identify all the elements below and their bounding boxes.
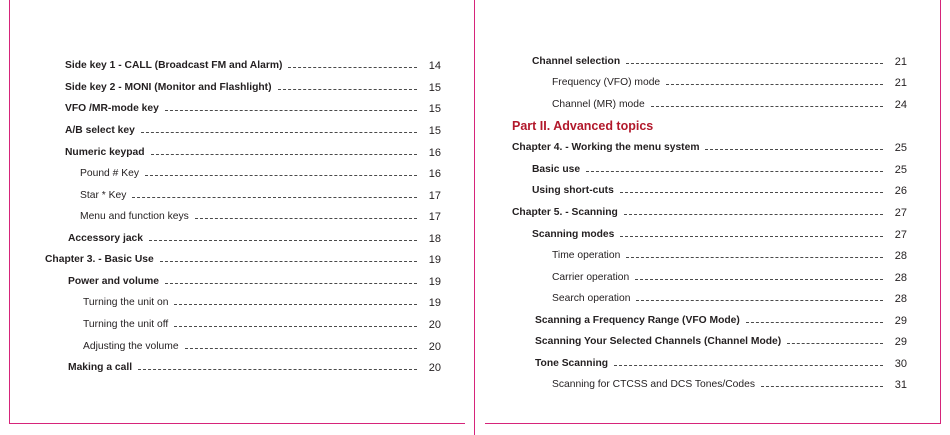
toc-entry-title: Accessory jack xyxy=(68,233,143,244)
toc-entry-title: Basic use xyxy=(532,164,581,175)
toc-entry[interactable] xyxy=(552,378,907,392)
dotted-leader xyxy=(666,84,883,85)
toc-page-number: 17 xyxy=(428,211,441,223)
toc-entry-title: Pound # Key xyxy=(80,168,139,179)
toc-page-number: 20 xyxy=(428,341,441,353)
right-page-right-rule xyxy=(940,0,941,424)
toc-entry-title: Scanning a Frequency Range (VFO Mode) xyxy=(535,315,740,326)
toc-entry[interactable] xyxy=(552,292,907,306)
dotted-leader xyxy=(761,386,883,387)
dotted-leader xyxy=(651,106,883,107)
toc-entry-title: Tone Scanning xyxy=(535,358,609,369)
dotted-leader xyxy=(624,214,883,215)
toc-entry-title: Turning the unit on xyxy=(83,297,169,308)
toc-entry-title: Side key 2 - MONI (Monitor and Flashlight) xyxy=(65,82,272,93)
toc-entry-title: Channel (MR) mode xyxy=(552,99,645,110)
toc-entry-title: Scanning modes xyxy=(532,229,615,240)
toc-page-number: 28 xyxy=(894,250,907,262)
toc-page-number: 26 xyxy=(894,185,907,197)
toc-entry-title: Time operation xyxy=(552,250,621,261)
toc-page-number: 31 xyxy=(894,379,907,391)
toc-page-number: 27 xyxy=(894,207,907,219)
toc-entry[interactable] xyxy=(535,357,907,371)
toc-page-number: 25 xyxy=(894,164,907,176)
dotted-leader xyxy=(626,63,883,64)
toc-entry-title: A/B select key xyxy=(65,125,135,136)
toc-entry-title: Numeric keypad xyxy=(65,147,145,158)
toc-entry-title: Menu and function keys xyxy=(80,211,189,222)
toc-entry[interactable] xyxy=(532,184,907,198)
toc-entry-title: Channel selection xyxy=(532,56,621,67)
toc-page-number: 18 xyxy=(428,233,441,245)
toc-entry[interactable] xyxy=(552,249,907,263)
toc-entry-title: Using short-cuts xyxy=(532,185,614,196)
toc-page-number: 17 xyxy=(428,190,441,202)
toc-entry-title: Carrier operation xyxy=(552,272,630,283)
toc-page-number: 28 xyxy=(894,272,907,284)
toc-page-number: 21 xyxy=(894,77,907,89)
toc-entry-title: Chapter 5. - Scanning xyxy=(512,207,618,218)
toc-page-number: 24 xyxy=(894,99,907,111)
dotted-leader xyxy=(635,279,883,280)
toc-page-number: 20 xyxy=(428,319,441,331)
toc-entry-title: Adjusting the volume xyxy=(83,341,179,352)
toc-entry-title: Turning the unit off xyxy=(83,319,169,330)
dotted-leader xyxy=(614,365,883,366)
toc-entry-title: Chapter 3. - Basic Use xyxy=(45,254,154,265)
dotted-leader xyxy=(705,149,883,150)
toc-page-number: 25 xyxy=(894,142,907,154)
part-heading: Part II. Advanced topics xyxy=(512,119,654,133)
toc-page-number: 19 xyxy=(428,276,441,288)
toc-page-number: 16 xyxy=(428,147,441,159)
toc-page-number: 19 xyxy=(428,254,441,266)
toc-entry[interactable] xyxy=(552,76,907,90)
toc-entry-title: Star * Key xyxy=(80,190,127,201)
toc-page-number: 28 xyxy=(894,293,907,305)
toc-entry-title: Scanning for CTCSS and DCS Tones/Codes xyxy=(552,379,755,390)
toc-entry-title: VFO /MR-mode key xyxy=(65,103,159,114)
dotted-leader xyxy=(636,300,883,301)
dotted-leader xyxy=(620,236,883,237)
toc-entry[interactable] xyxy=(552,98,907,112)
toc-page-number: 27 xyxy=(894,229,907,241)
toc-page-number: 21 xyxy=(894,56,907,68)
toc-entry-title: Search operation xyxy=(552,293,631,304)
dotted-leader xyxy=(626,257,883,258)
toc-entry[interactable] xyxy=(532,163,907,177)
dotted-leader xyxy=(586,171,883,172)
toc-page-number: 15 xyxy=(428,82,441,94)
toc-entry-title: Making a call xyxy=(68,362,133,373)
toc-page-number: 29 xyxy=(894,315,907,327)
toc-entry[interactable] xyxy=(552,271,907,285)
dotted-leader xyxy=(787,343,883,344)
toc-page-number: 15 xyxy=(428,125,441,137)
toc-page-number: 29 xyxy=(894,336,907,348)
toc-entry-title: Power and volume xyxy=(68,276,159,287)
toc-page-number: 16 xyxy=(428,168,441,180)
dotted-leader xyxy=(620,192,883,193)
toc-entry[interactable] xyxy=(535,335,907,349)
dotted-leader xyxy=(746,322,883,323)
toc-entry-title: Scanning Your Selected Channels (Channel Mode) xyxy=(535,336,782,347)
toc-entry[interactable] xyxy=(512,206,907,220)
toc-entry-title: Frequency (VFO) mode xyxy=(552,77,661,88)
toc-page-number: 15 xyxy=(428,103,441,115)
toc-entry-title: Side key 1 - CALL (Broadcast FM and Alarm) xyxy=(65,60,283,71)
toc-entry-title: Chapter 4. - Working the menu system xyxy=(512,142,700,153)
toc-page-number: 20 xyxy=(428,362,441,374)
toc-entry[interactable] xyxy=(512,141,907,155)
toc-entry[interactable] xyxy=(532,55,907,69)
toc-entry[interactable] xyxy=(532,228,907,242)
toc-entry[interactable] xyxy=(535,314,907,328)
toc-page-number: 19 xyxy=(428,297,441,309)
toc-page-number: 30 xyxy=(894,358,907,370)
toc-page-number: 14 xyxy=(428,60,441,72)
